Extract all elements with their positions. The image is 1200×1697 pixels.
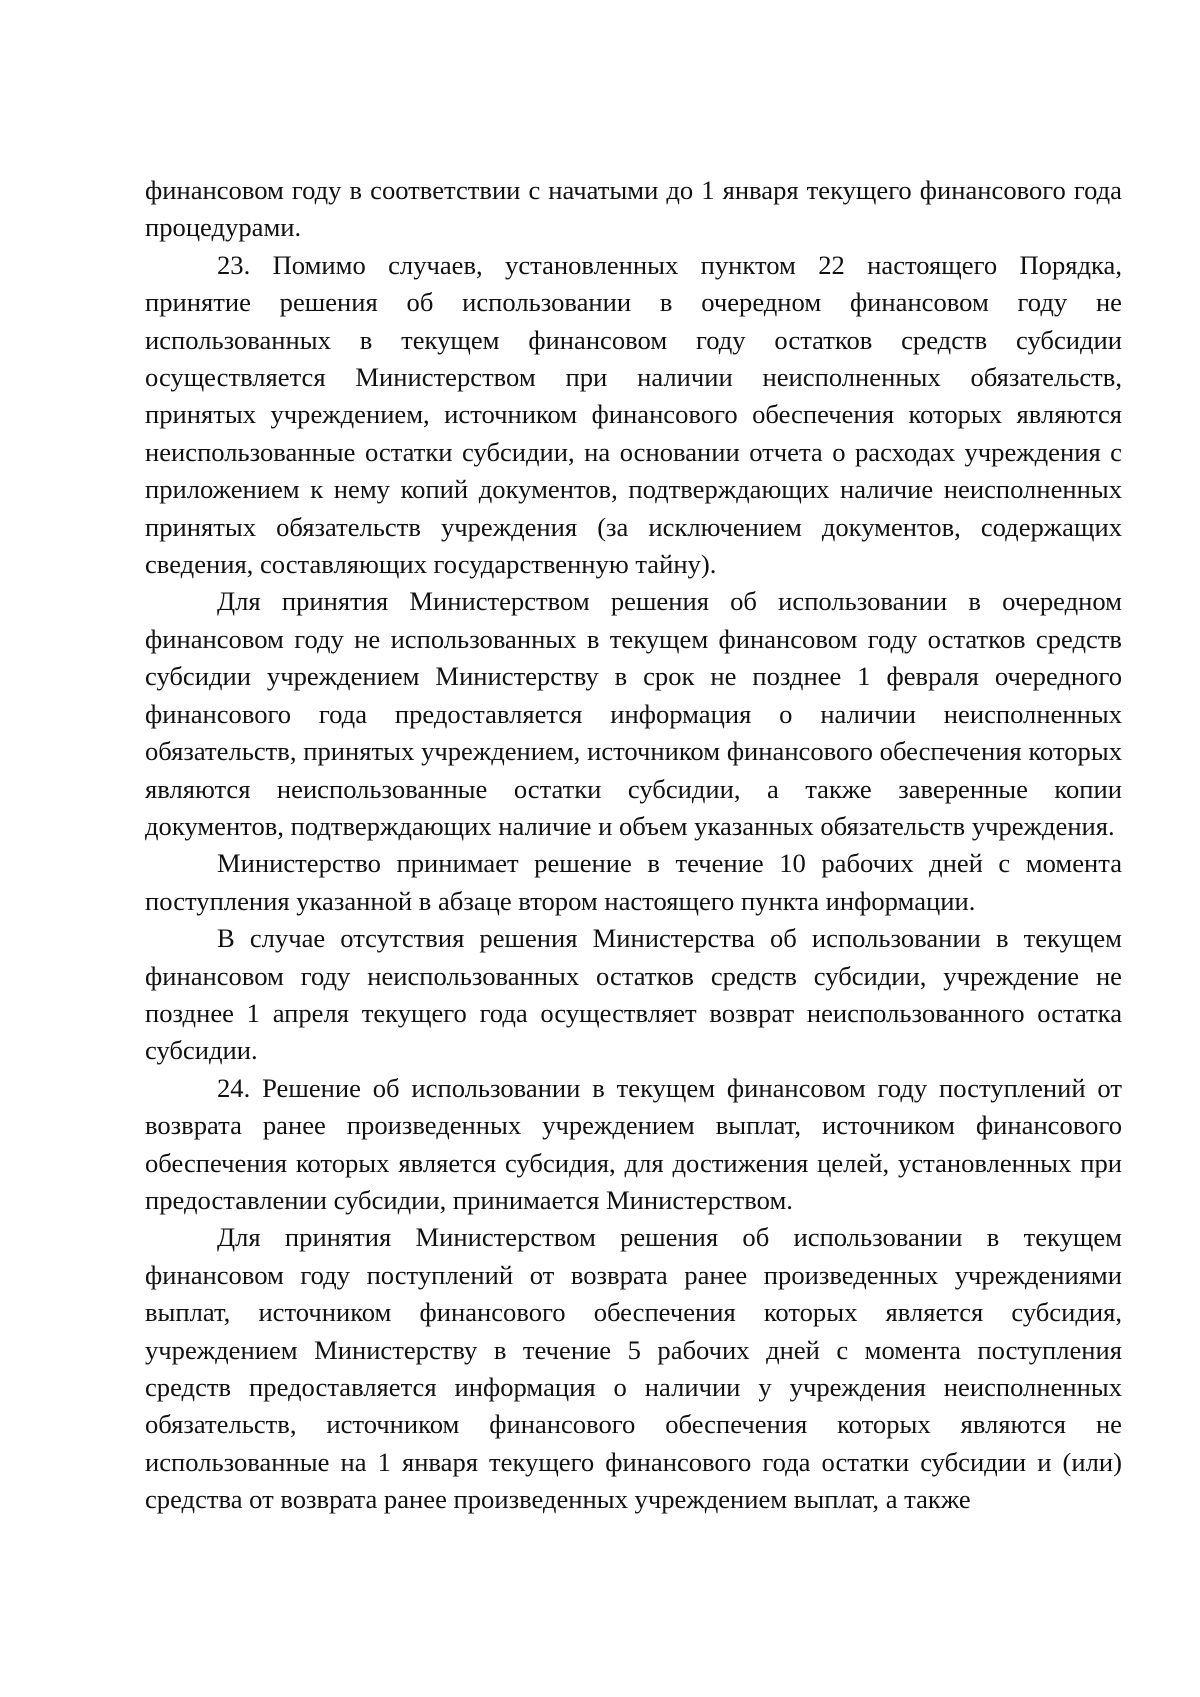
paragraph-continuation: финансовом году в соответствии с начатыми до 1 января текущего финансового года процедурами.: [145, 175, 1122, 243]
paragraph-clause-23-part-3: Министерство принимает решение в течение 10 рабочих дней с момента поступления указанной в абзаце втором настоящего пункта информации.: [145, 848, 1122, 916]
paragraph-clause-23: 23. Помимо случаев, установленных пунктом 22 настоящего Порядка, принятие решения об использовании в очередном финансовом году не использованных в текущем финансовом году остатков средств субсидии осуществляется Министерством при наличии неисполненных обязательств, принятых учреждением, источником финансового обеспечения которых являются неиспользованные остатки субсидии, на основании отчета о расходах учреждения с приложением к нему копий документов, подтверждающих наличие неисполненных принятых обязательств учреждения (за исключением документов, содержащих сведения, составляющих государственную тайну).: [145, 249, 1122, 580]
paragraph-clause-23-part-4: В случае отсутствия решения Министерства об использовании в текущем финансовом году неиспользованных остатков средств субсидии, учреждение не позднее 1 апреля текущего года осуществляет возврат неиспользованного остатка субсидии.: [145, 923, 1122, 1066]
document-body: [145, 172, 1122, 1519]
paragraph-clause-24: 24. Решение об использовании в текущем финансовом году поступлений от возврата ранее произведенных учреждением выплат, источником финансового обеспечения которых является субсидия, для достижения целей, установленных при предоставлении субсидии, принимается Министерством.: [145, 1072, 1122, 1215]
paragraph-clause-24-part-2: Для принятия Министерством решения об использовании в текущем финансовом году поступлений от возврата ранее произведенных учреждениями выплат, источником финансового обеспечения которых является субсидия, учреждением Министерству в течение 5 рабочих дней с момента поступления средств предоставляется информация о наличии у учреждения неисполненных обязательств, источником финансового обеспечения которых являются не использованные на 1 января текущего финансового года остатки субсидии и (или) средства от возврата ранее произведенных учреждением выплат, а также: [145, 1222, 1122, 1515]
paragraph-clause-23-part-2: Для принятия Министерством решения об использовании в очередном финансовом году не использованных в текущем финансовом году остатков средств субсидии учреждением Министерству в срок не позднее 1 февраля очередного финансового года предоставляется информация о наличии неисполненных обязательств, принятых учреждением, источником финансового обеспечения которых являются неиспользованные остатки субсидии, а также заверенные копии документов, подтверждающих наличие и объем указанных обязательств учреждения.: [145, 586, 1122, 841]
